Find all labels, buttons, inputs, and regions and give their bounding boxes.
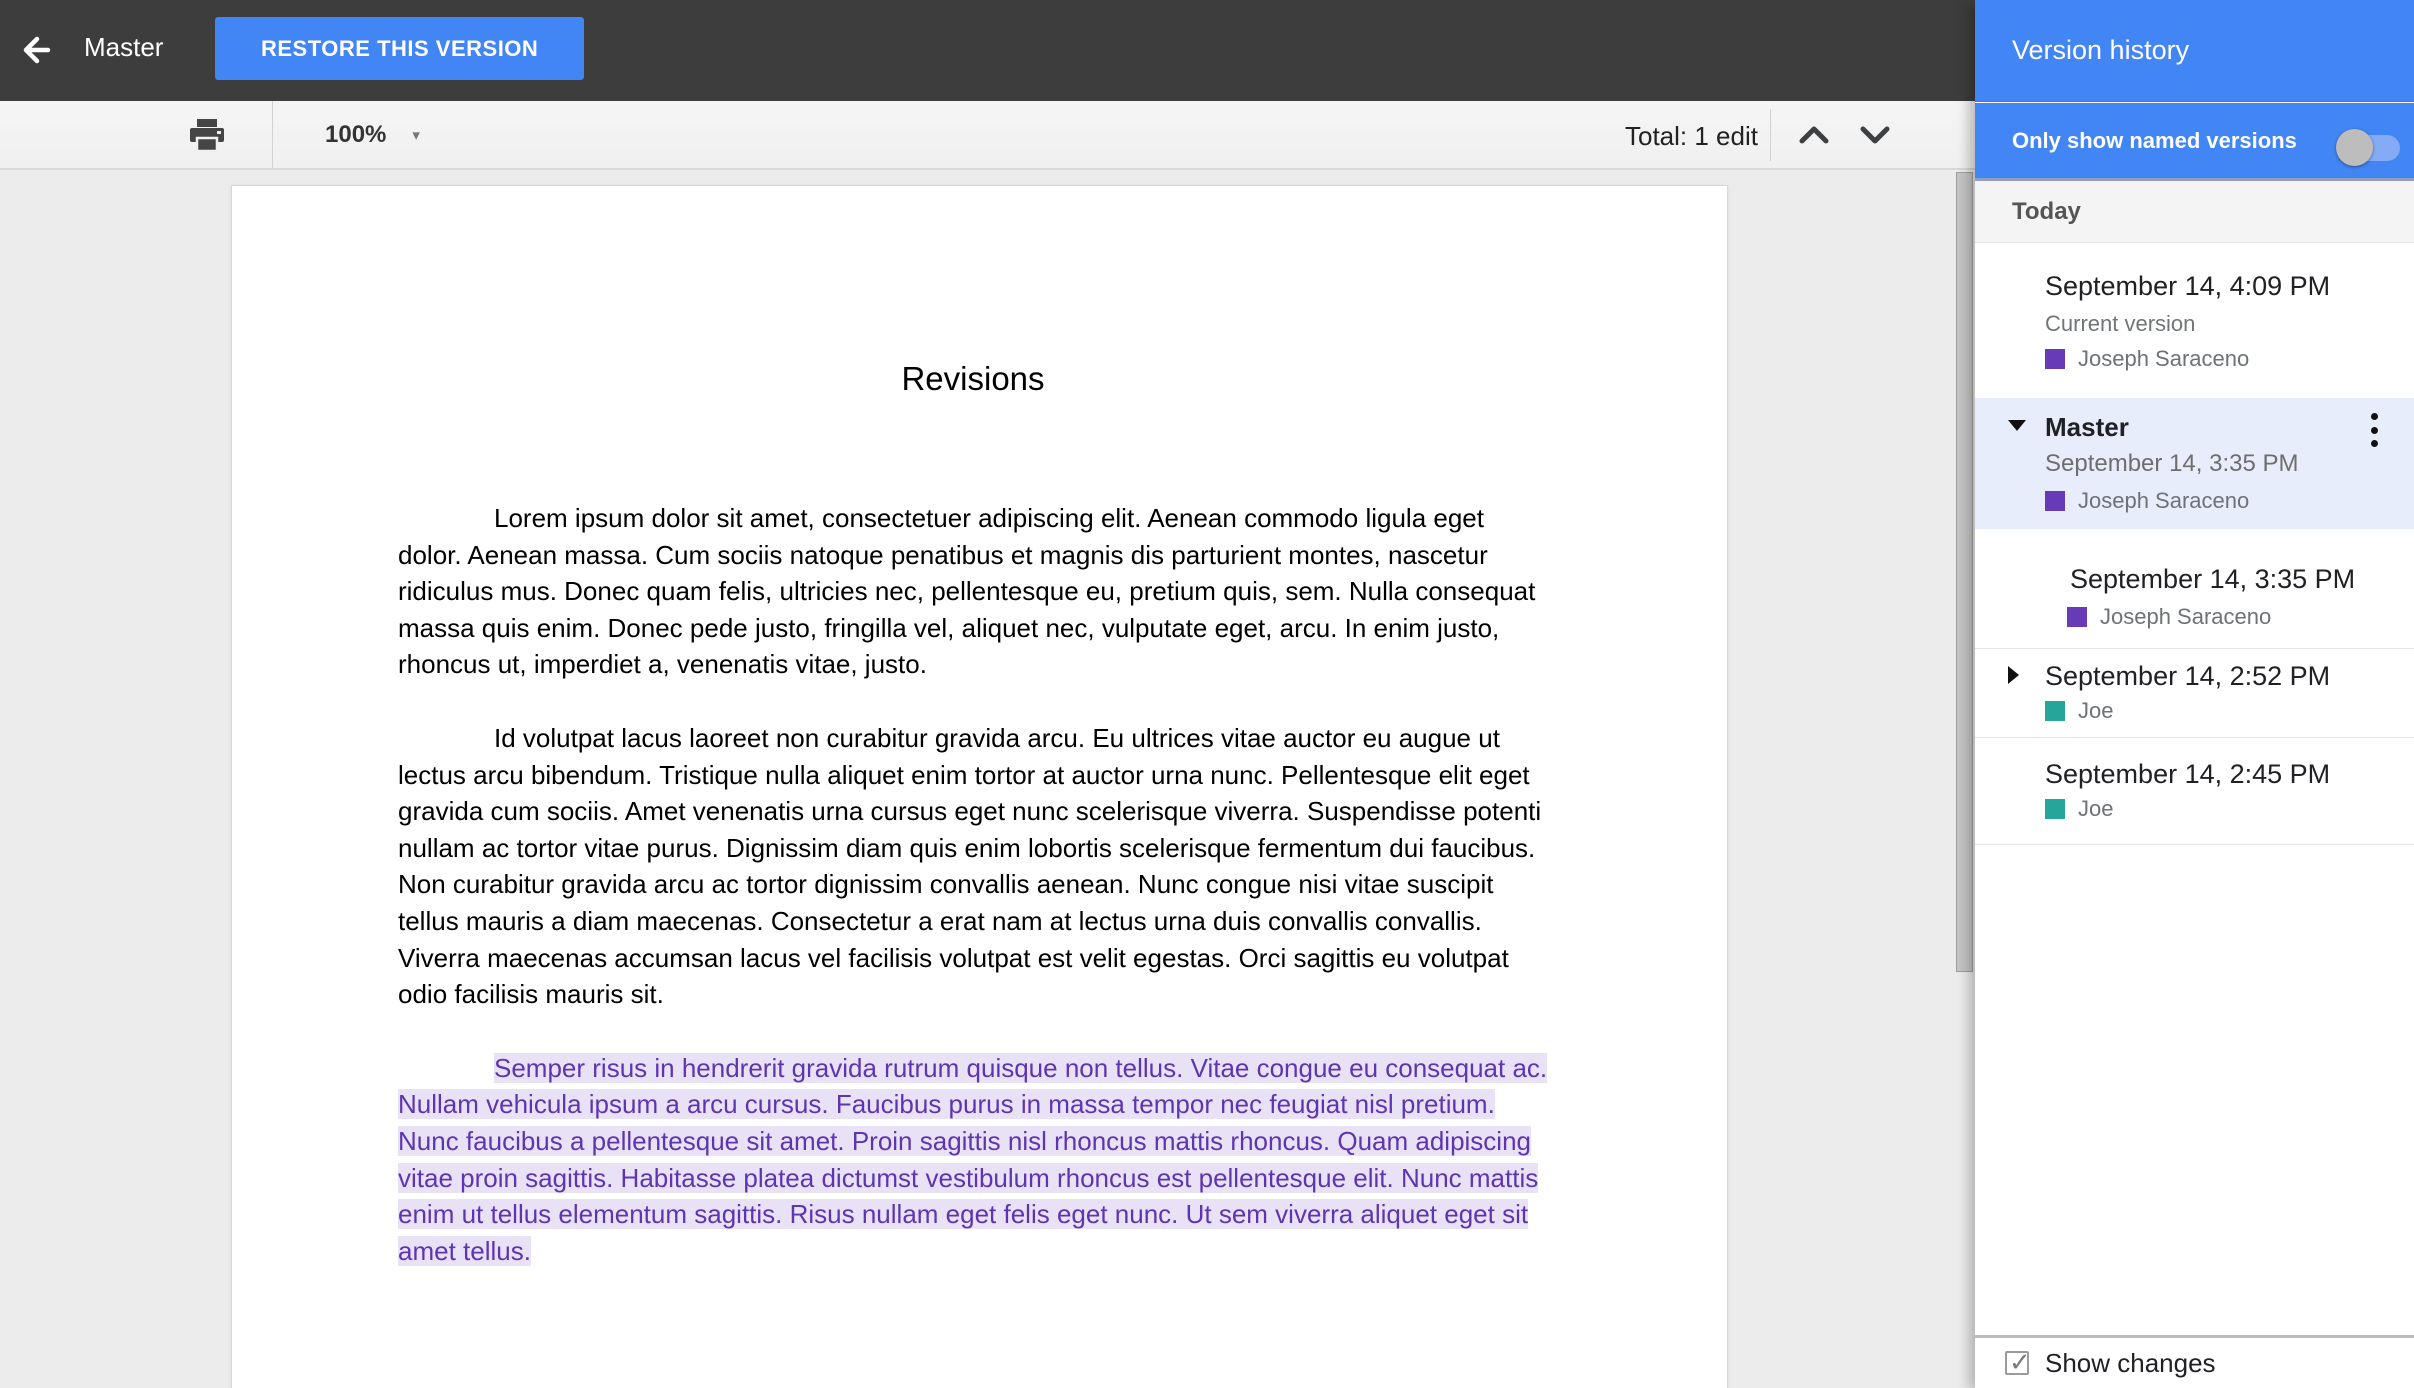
author-row xyxy=(2045,796,2414,822)
author-name: Joseph Saraceno xyxy=(2078,346,2250,371)
restore-this-version-button[interactable]: RESTORE THIS VERSION xyxy=(215,17,584,80)
date-group-label: Today xyxy=(2012,197,2081,225)
author-name: Joseph Saraceno xyxy=(2100,604,2272,629)
version-history-panel xyxy=(1975,0,2414,1388)
zoom-caret-icon: ▾ xyxy=(412,127,420,144)
total-edits-label: Total: 1 edit xyxy=(1625,121,1758,151)
back-arrow-icon[interactable] xyxy=(18,30,62,70)
author-color-swatch xyxy=(2045,491,2065,511)
page-content xyxy=(398,186,1548,1269)
version-date: September 14, 3:35 PM xyxy=(2070,564,2356,594)
next-edit-chevron-down-icon[interactable] xyxy=(1856,119,1894,151)
previous-edit-chevron-up-icon[interactable] xyxy=(1795,119,1833,151)
zoom-value: 100% xyxy=(325,121,387,148)
version-entry[interactable] xyxy=(1975,648,2414,738)
panel-header xyxy=(1975,0,2414,102)
document-page[interactable] xyxy=(231,185,1728,1388)
toolbar-divider xyxy=(272,101,273,168)
version-date: September 14, 4:09 PM xyxy=(2045,271,2331,301)
version-list xyxy=(1975,243,2414,845)
document-title: Revisions xyxy=(901,360,1045,397)
document-canvas xyxy=(0,170,1975,1388)
inserted-text-highlight: Semper risus in hendrerit gravida rutrum quisque non tellus. Vitae congue eu consequat ac. Nullam vehicula ipsum a arcu cursus. Faucibus purus in massa tempor nec feugiat nisl pretium. Nunc faucibus a pellentesque sit amet. Proin sagittis nisl rhoncus mattis rhoncus. Quam adipiscing vitae proin sagittis. Habitasse platea dictumst vestibulum rhoncus est pellentesque elit. Nunc mattis enim ut tellus elementum sagittis. Risus nullam eget felis eget nunc. Ut sem viverra aliquet eget sit amet tellus. xyxy=(398,1052,1548,1266)
date-group-header xyxy=(1975,181,2414,243)
zoom-select[interactable] xyxy=(325,120,420,150)
version-entry-sub[interactable] xyxy=(1975,529,2414,648)
more-options-kebab-icon[interactable] xyxy=(2359,410,2389,450)
author-name: Joseph Saraceno xyxy=(2078,488,2250,513)
panel-title: Version history xyxy=(2012,35,2190,65)
version-date: September 14, 3:35 PM xyxy=(2045,450,2299,477)
version-title: Master xyxy=(2045,412,2129,442)
version-entry[interactable] xyxy=(1975,738,2414,845)
show-changes-label: Show changes xyxy=(2045,1347,2216,1378)
toggle-knob xyxy=(2336,129,2373,166)
author-name: Joe xyxy=(2078,698,2114,723)
paragraph: Lorem ipsum dolor sit amet, consectetuer adipiscing elit. Aenean commodo ligula eget dolor. Aenean massa. Cum sociis natoque penatibus et magnis dis parturient montes, nascetur ridiculus mus. Donec quam felis, ultricies nec, pellentesque eu, pretium quis, sem. Nulla consequat massa quis enim. Donec pede justo, fringilla vel, aliquet nec, vulputate eget, arcu. In enim justo, rhoncus ut, imperdiet a, venenatis vitae, justo. xyxy=(398,503,1536,680)
author-row xyxy=(2045,346,2414,372)
author-color-swatch xyxy=(2045,349,2065,369)
checkmark-icon: ✓ xyxy=(2009,1347,2031,1377)
show-changes-bar xyxy=(1975,1335,2414,1388)
paragraph-highlighted xyxy=(398,1050,1548,1270)
version-entry-master-selected[interactable] xyxy=(1975,398,2414,529)
print-icon[interactable] xyxy=(188,118,226,154)
author-name: Joe xyxy=(2078,796,2114,821)
author-row xyxy=(2045,488,2414,514)
named-versions-toggle[interactable] xyxy=(2336,129,2400,166)
author-color-swatch xyxy=(2045,701,2065,721)
version-date: September 14, 2:45 PM xyxy=(2045,759,2331,789)
author-color-swatch xyxy=(2067,607,2087,627)
show-changes-checkbox[interactable] xyxy=(2005,1347,2031,1377)
expand-triangle-icon[interactable] xyxy=(2008,666,2019,684)
named-versions-toggle-label: Only show named versions xyxy=(2012,127,2297,153)
current-version-note: Current version xyxy=(2045,311,2196,336)
toolbar-divider xyxy=(1770,109,1771,161)
named-versions-toggle-row xyxy=(1975,103,2414,181)
author-color-swatch xyxy=(2045,799,2065,819)
author-row xyxy=(2070,604,2414,630)
document-scrollbar[interactable] xyxy=(1956,172,1973,972)
paragraph: Id volutpat lacus laoreet non curabitur gravida arcu. Eu ultrices vitae auctor eu augue ut lectus arcu bibendum. Tristique nulla aliquet enim tortor at auctor urna nunc. Pellentesque elit eget gravida cum sociis. Amet venenatis urna cursus eget nunc scelerisque viverra. Suspendisse potenti nullam ac tortor vitae purus. Dignissim diam quis enim lobortis scelerisque fermentum dui faucibus. Non curabitur gravida arcu ac tortor dignissim convallis aenean. Nunc congue nisi vitae suscipit tellus mauris a diam maecenas. Consectetur a erat nam at lectus urna duis convallis convallis. Viverra maecenas accumsan lacus vel facilisis volutpat est velit egestas. Orci sagittis eu volutpat odio facilisis mauris sit. xyxy=(398,722,1542,1010)
version-entry-current[interactable] xyxy=(1975,243,2414,398)
author-row xyxy=(2045,698,2414,724)
version-date: September 14, 2:52 PM xyxy=(2045,661,2331,691)
collapse-triangle-icon[interactable] xyxy=(2008,420,2026,431)
version-name-title: Master xyxy=(84,32,164,62)
